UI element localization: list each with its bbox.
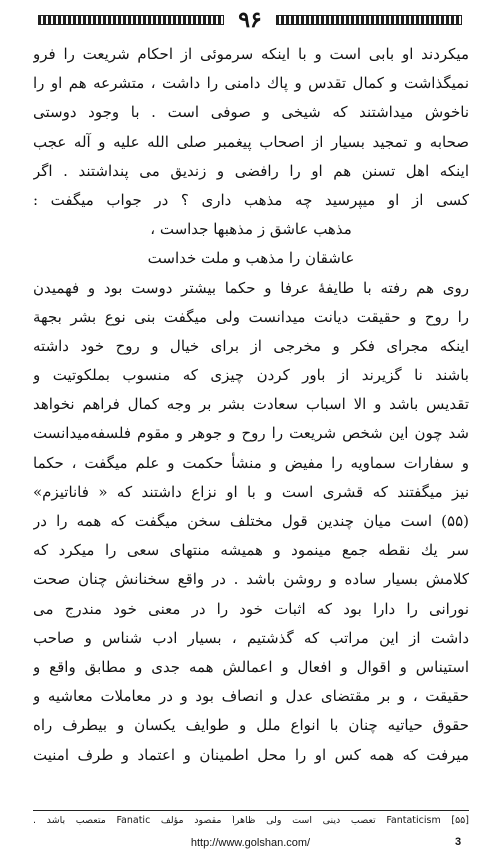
body-text [33,40,469,770]
text-line: (۵۵) است میان چندین قول مختلف سخن میگفت که همه را در [33,512,469,530]
text-line: نیز میگفتند که قشری است و با او نزاع داشتند که « فاناتیزم» [33,482,469,501]
text-line: روی هم رفته با طایفهٔ عرفا و حکما بیشتر دوست بود و فهمیدن [33,278,469,297]
footnote-divider [33,810,469,811]
page-number: ۹۶ [238,7,262,33]
text-line: سر یك نقطه جمع مینمود و همیشه منتهای سعی را میکرد که [33,541,469,560]
text-line: اینکه مجرای فکر و مخرجی از برای خیال و روح خود داشته [33,336,469,355]
text-line: نمیگذاشت و کمال تقدس و پاك دامنی را داشت ، متشرعه هم او را [33,74,469,93]
text-line: ناخوش میداشتند که شیخی و صوفی است . با وجود دوستی [33,103,469,122]
text-line: حقیقت ، و بر مقتضای عدل و انصاف بود و در معاملات معاشیه و [33,687,469,706]
page-header [30,6,470,34]
text-line: باشند نا گزیرند از باور کردن چیزی که منسوب بملکوتیت و [33,366,469,385]
header-ornament-right [276,15,462,25]
text-line: داشت از این مراتب که گذشتیم ، بسیار ادب شناس و صاحب [33,628,469,647]
text-line: و سفارات سماویه را مفیض و منشأ حکمت و علم میگفت ، حکما [33,453,469,472]
header-ornament-left [38,15,224,25]
text-line: میکردند او بابی است و با اینکه سرموئی از احکام شریعت را فرو [33,45,469,63]
text-line: را روح و حقیقت دیانت میدانست ولی میگفت بنی نوع بشر بجهة [33,307,469,326]
verse-line: عاشقان را مذهب و ملت خداست [147,249,355,268]
verse-line: مذهب عاشق ز مذهبها جداست ، [150,220,352,239]
text-line: تقدیس باشد و الا اسباب سعادت بشر بر وجه کمال فراهم نخواهد [33,395,469,414]
text-line: اینکه اهل تسنن هم او را رافضی و زندیق می پنداشتند . اگر [33,161,469,180]
text-line: شد چون این شخص شریعت را روح و جوهر و مقوم فلسفه‌میدانست [33,424,469,443]
text-line: میرفت که همه کس او را محل اطمینان و اعتماد و طرف امنیت [33,745,469,764]
scan-page-number: 3 [455,836,462,848]
source-url[interactable]: http://www.golshan.com/ [190,837,311,849]
text-line: کلامش بسیار ساده و روشن باشد . در واقع سخنانش چنان صحت [33,570,469,589]
text-line: کسی از او میپرسید چه مذهب داری ؟ در جواب میگفت : [33,190,469,209]
footnote: [۵۵] Fantaticism تعصب دینی است ولی ظاهراً مقصود مؤلف Fanatic متعصب باشد . [33,815,469,826]
text-line: نورانی را دارا بود که اثبات خود را در معنی خود مندرج می [33,599,469,618]
text-line: صحابه و تمجید بسیار از اصحاب پیغمبر صلی الله علیه و آله عجب [33,132,469,151]
text-line: استیناس و اقوال و افعال و اعمالش همه جدی و مطابق واقع و [33,657,469,676]
text-line: حقوق حیاتیه چنان با انواع ملل و طوایف یکسان و بیطرف راه [33,716,469,735]
